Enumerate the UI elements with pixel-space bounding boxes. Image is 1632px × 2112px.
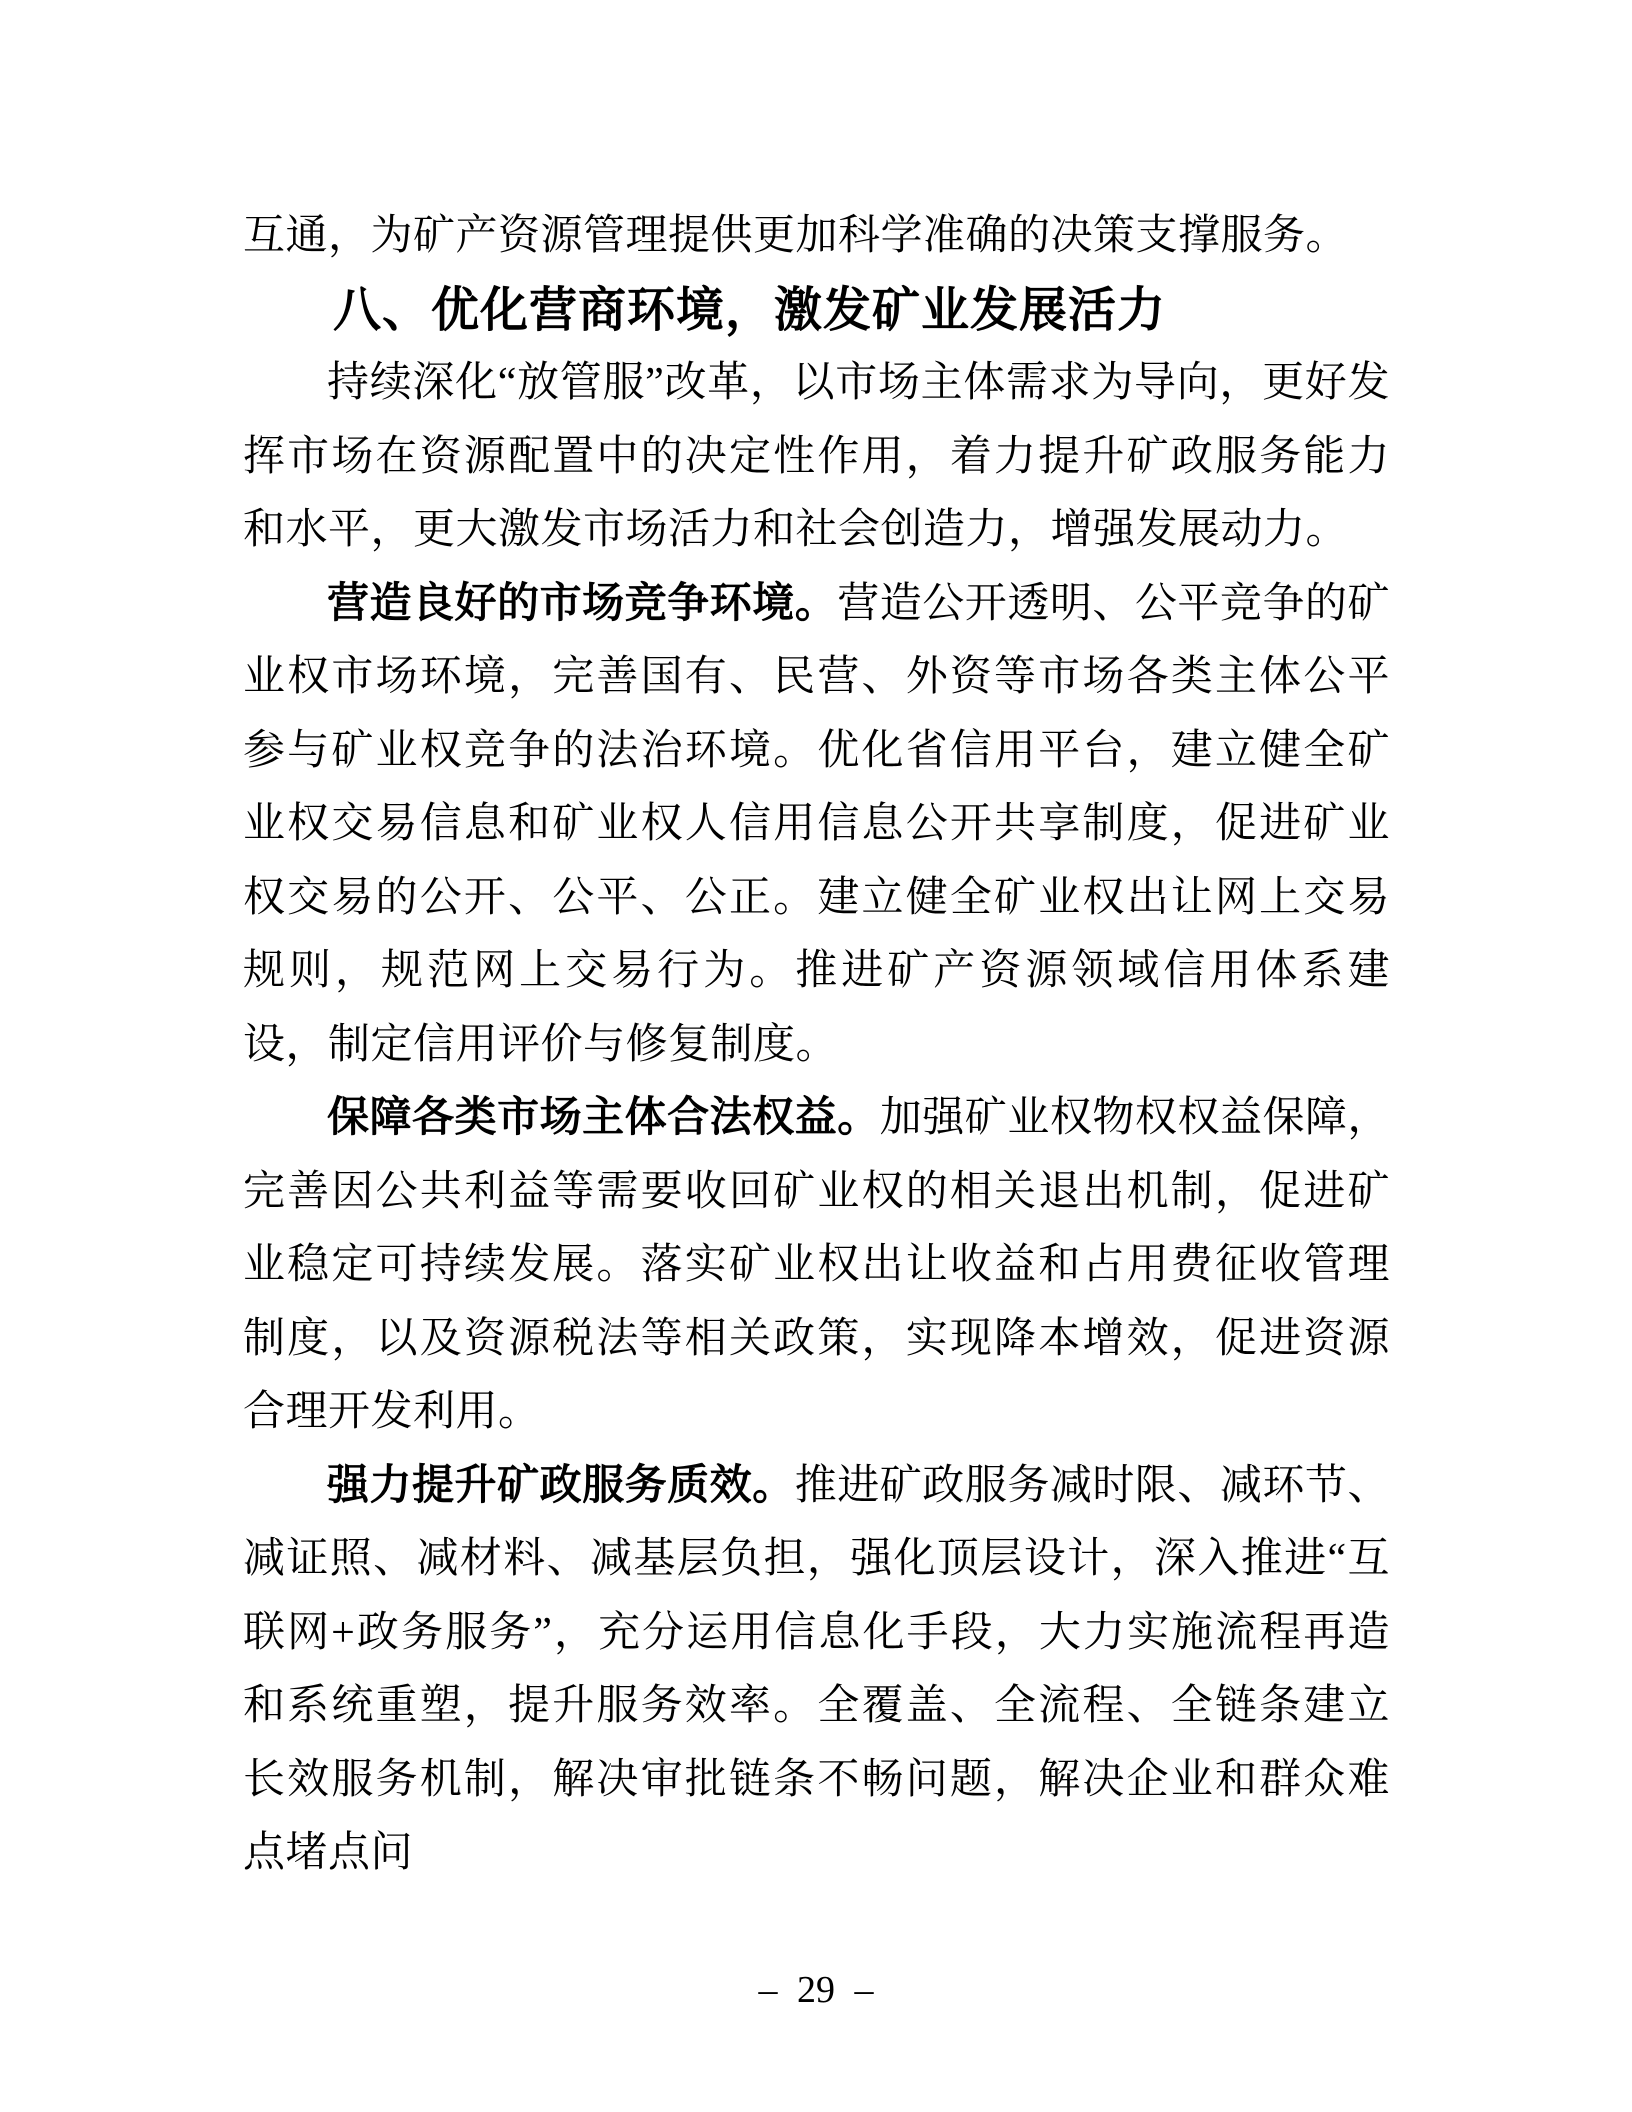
paragraph-text: 营造公开透明、公平竞争的矿业权市场环境，完善国有、民营、外资等市场各类主体公平参与矿业权竞争的法治环境。优化省信用平台，建立健全矿业权交易信息和矿业权人信用信息公开共享制度，促进矿业权交易的公开、公平、公正。建立健全矿业权出让网上交易规则，规范网上交易行为。推进矿产资源领域信用体系建设，制定信用评价与修复制度。 bbox=[243, 580, 1390, 1068]
paragraph-continuation: 互通，为矿产资源管理提供更加科学准确的决策支撑服务。 bbox=[243, 213, 1349, 259]
body-paragraph bbox=[243, 1082, 1390, 1450]
body-paragraph bbox=[243, 1450, 1390, 1891]
paragraph-lead: 营造良好的市场竞争环境。 bbox=[327, 580, 838, 627]
body-paragraph bbox=[243, 347, 1390, 568]
body-paragraph bbox=[243, 568, 1390, 1083]
paragraph-text: 持续深化“放管服”改革，以市场主体需求为导向，更好发挥市场在资源配置中的决定性作用，着力提升矿政服务能力和水平，更大激发市场活力和社会创造力，增强发展动力。 bbox=[243, 360, 1390, 553]
section-heading: 八、优化营商环境，激发矿业发展活力 bbox=[333, 283, 1167, 337]
page-number: – 29 – bbox=[758, 1969, 874, 2011]
paragraph-lead: 保障各类市场主体合法权益。 bbox=[327, 1095, 880, 1141]
paragraph-text: 加强矿业权物权权益保障，完善因公共利益等需要收回矿业权的相关退出机制，促进矿业稳定可持续发展。落实矿业权出让收益和占用费征收管理制度，以及资源税法等相关政策，实现降本增效，促进资源合理开发利用。 bbox=[243, 1095, 1390, 1435]
paragraph-text: 推进矿政服务减时限、减环节、减证照、减材料、减基层负担，强化顶层设计，深入推进“互联网+政务服务”，充分运用信息化手段，大力实施流程再造和系统重塑，提升服务效率。全覆盖、全流程、全链条建立长效服务机制，解决审批链条不畅问题，解决企业和群众难点堵点问 bbox=[243, 1462, 1390, 1876]
page-content bbox=[243, 200, 1390, 1891]
paragraph-lead: 强力提升矿政服务质效。 bbox=[327, 1462, 795, 1509]
